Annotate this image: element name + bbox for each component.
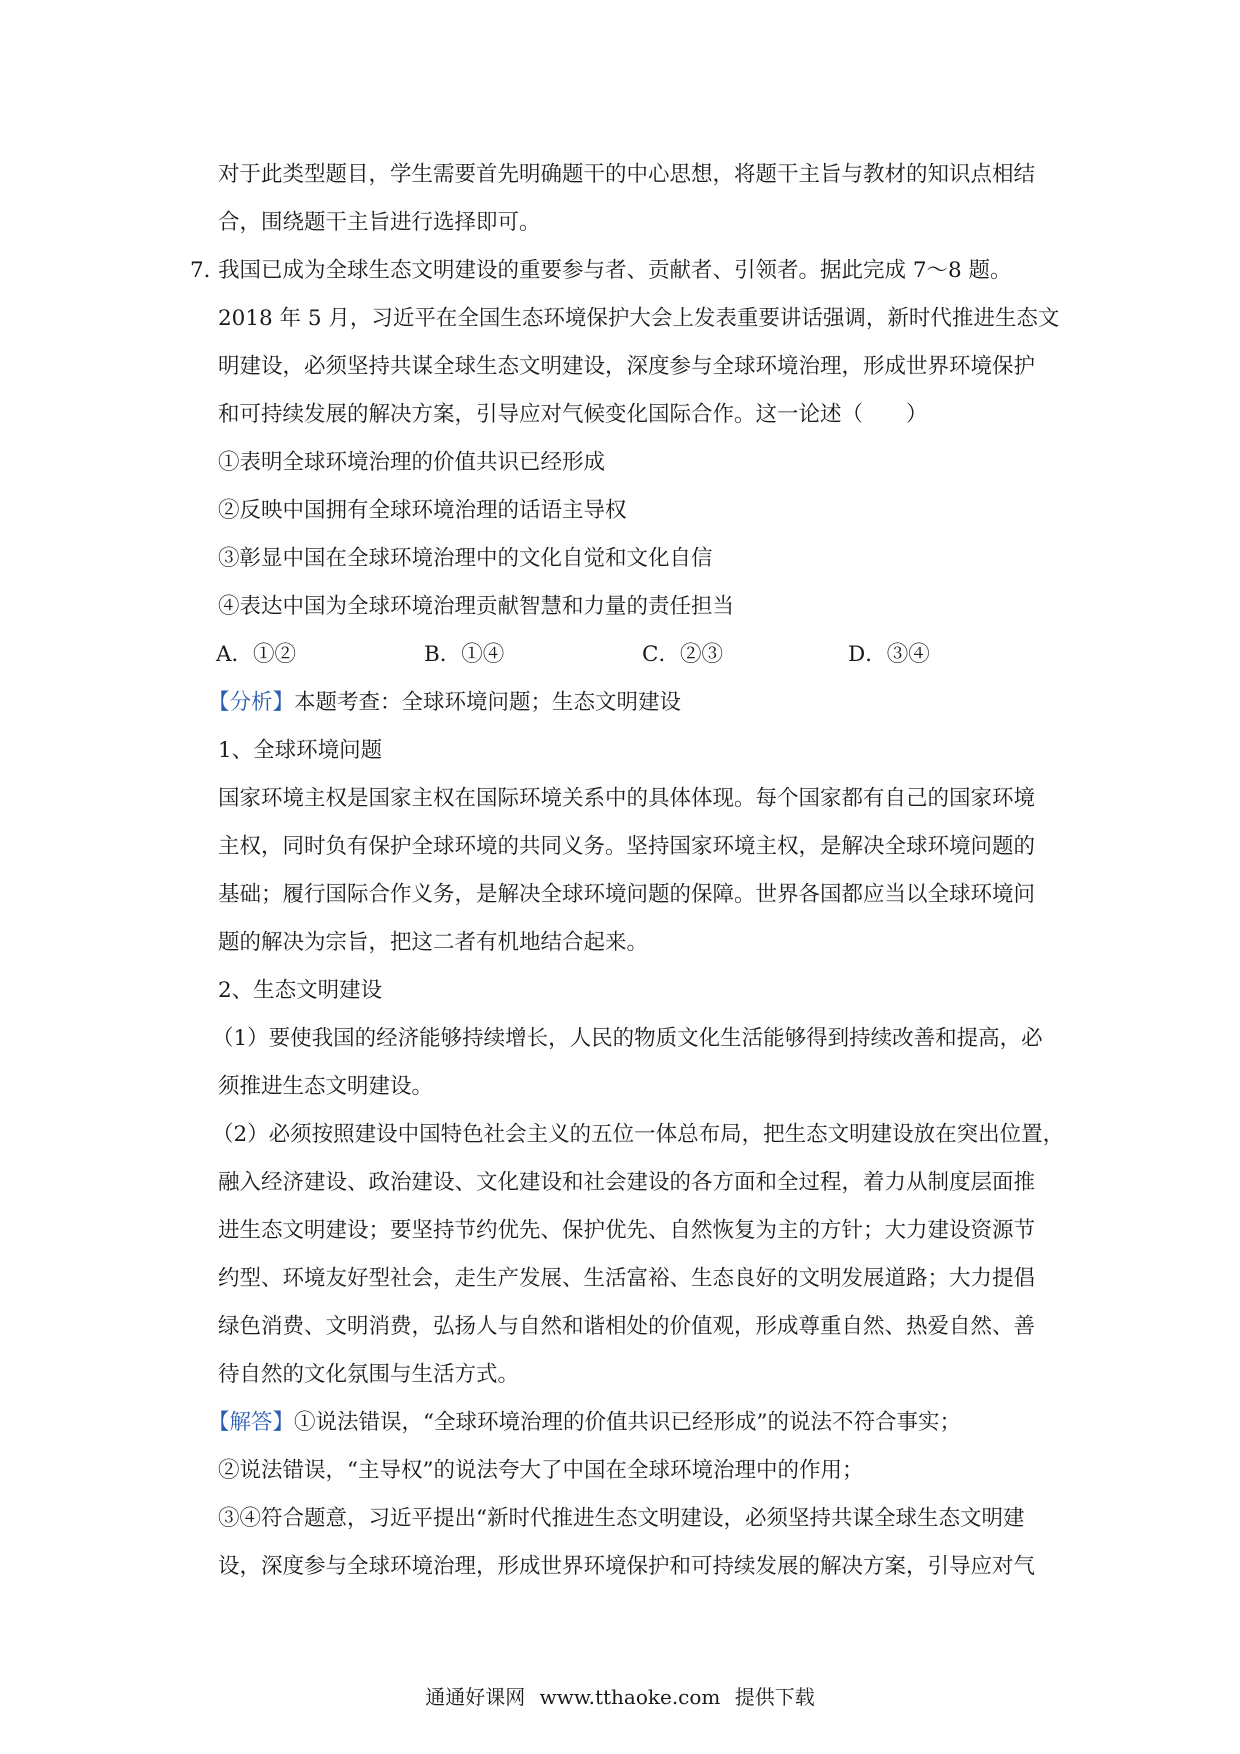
statement-4: ④表达中国为全球环境治理贡献智慧和力量的责任担当 xyxy=(218,594,735,619)
text-line: 合，围绕题干主旨进行选择即可。 xyxy=(218,210,541,235)
answer-first: ①说法错误，“全球环境治理的价值共识已经形成”的说法不符合事实； xyxy=(294,1410,962,1435)
footer-suffix: 提供下载 xyxy=(734,1685,815,1709)
analysis-line: 融入经济建设、政治建设、文化建设和社会建设的各方面和全过程，着力从制度层面推 xyxy=(218,1170,1036,1195)
analysis-intro: 本题考查：全球环境问题；生态文明建设 xyxy=(294,690,682,715)
option-b: B．①④ xyxy=(424,642,505,667)
statement-3: ③彰显中国在全球环境治理中的文化自觉和文化自信 xyxy=(218,546,713,571)
analysis-header xyxy=(208,688,681,718)
question-stem-intro: 我国已成为全球生态文明建设的重要参与者、贡献者、引领者。据此完成 7～8 题。 xyxy=(218,258,1012,283)
question-stem: 2018 年 5 月，习近平在全国生态环境保护大会上发表重要讲话强调，新时代推进生态文 xyxy=(218,306,1060,331)
analysis-line: 2、生态文明建设 xyxy=(218,978,383,1003)
statement-2: ②反映中国拥有全球环境治理的话语主导权 xyxy=(218,498,627,523)
answer-line: ②说法错误，“主导权”的说法夸大了中国在全球环境治理中的作用； xyxy=(218,1458,864,1483)
analysis-line: 绿色消费、文明消费，弘扬人与自然和谐相处的价值观，形成尊重自然、热爱自然、善 xyxy=(218,1314,1036,1339)
analysis-line: 主权，同时负有保护全球环境的共同义务。坚持国家环境主权，是解决全球环境问题的 xyxy=(218,834,1036,859)
analysis-line: （1）要使我国的经济能够持续增长，人民的物质文化生活能够得到持续改善和提高，必 xyxy=(212,1026,1043,1051)
statement-1: ①表明全球环境治理的价值共识已经形成 xyxy=(218,450,606,475)
answer-line: ③④符合题意，习近平提出“新时代推进生态文明建设，必须坚持共谋全球生态文明建 xyxy=(218,1506,1025,1531)
answer-header xyxy=(208,1408,961,1438)
option-c: C．②③ xyxy=(642,642,723,667)
analysis-line: 基础；履行国际合作义务，是解决全球环境问题的保障。世界各国都应当以全球环境问 xyxy=(218,882,1036,907)
text-line: 对于此类型题目，学生需要首先明确题干的中心思想，将题干主旨与教材的知识点相结 xyxy=(218,162,1036,187)
analysis-line: 1、全球环境问题 xyxy=(218,738,383,763)
answer-line: 设，深度参与全球环境治理，形成世界环境保护和可持续发展的解决方案，引导应对气 xyxy=(218,1554,1036,1579)
analysis-line: 须推进生态文明建设。 xyxy=(218,1074,434,1099)
option-d: D．③④ xyxy=(848,642,930,667)
analysis-line: （2）必须按照建设中国特色社会主义的五位一体总布局，把生态文明建设放在突出位置， xyxy=(212,1122,1065,1147)
option-a: A．①② xyxy=(216,642,297,667)
analysis-line: 约型、环境友好型社会，走生产发展、生活富裕、生态良好的文明发展道路；大力提倡 xyxy=(218,1266,1036,1291)
question-stem: 明建设，必须坚持共谋全球生态文明建设，深度参与全球环境治理，形成世界环境保护 xyxy=(218,354,1036,379)
question-stem: 和可持续发展的解决方案，引导应对气候变化国际合作。这一论述（ ） xyxy=(218,402,928,427)
question-number: 7． xyxy=(190,258,226,283)
analysis-tag: 【分析】 xyxy=(208,690,295,715)
analysis-line: 国家环境主权是国家主权在国际环境关系中的具体体现。每个国家都有自己的国家环境 xyxy=(218,786,1036,811)
page-footer xyxy=(0,1683,1240,1711)
answer-tag: 【解答】 xyxy=(208,1410,295,1435)
footer-site-name: 通通好课网 xyxy=(425,1685,526,1709)
footer-url[interactable]: www.tthaoke.com xyxy=(539,1685,721,1709)
analysis-line: 进生态文明建设；要坚持节约优先、保护优先、自然恢复为主的方针；大力建设资源节 xyxy=(218,1218,1036,1243)
analysis-line: 题的解决为宗旨，把这二者有机地结合起来。 xyxy=(218,930,649,955)
analysis-line: 待自然的文化氛围与生活方式。 xyxy=(218,1362,520,1387)
